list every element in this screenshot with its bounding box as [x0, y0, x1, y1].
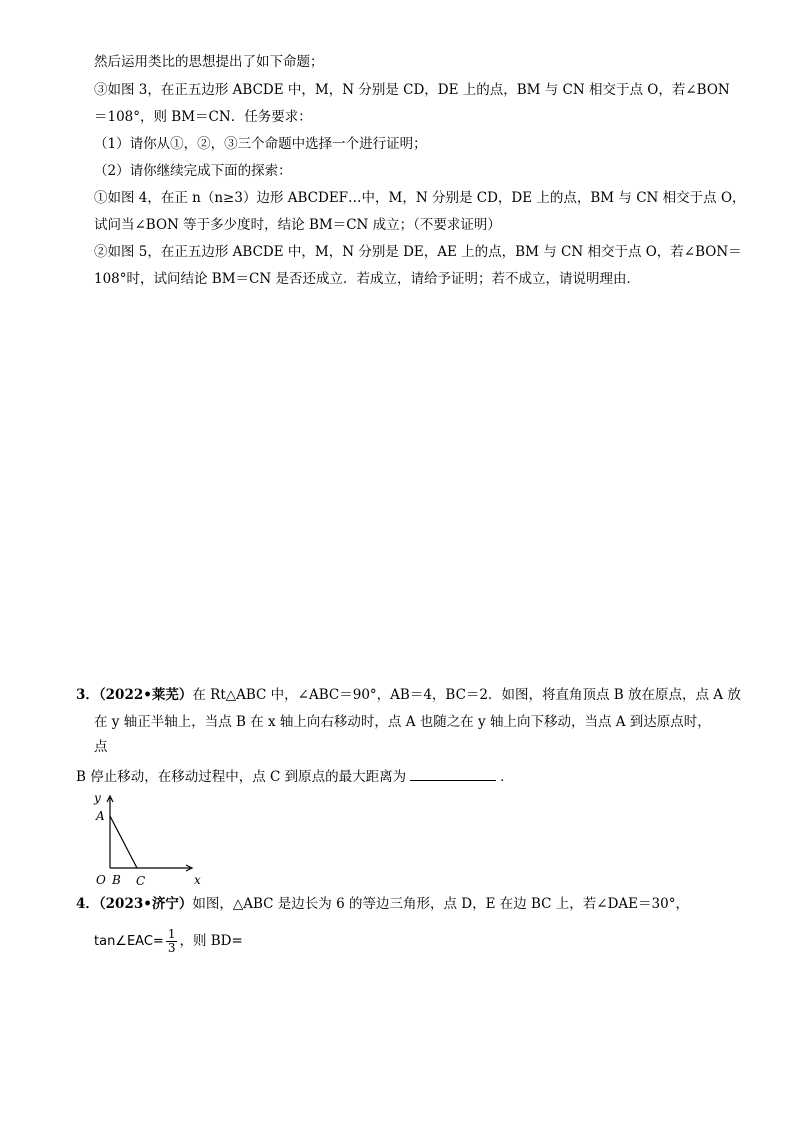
q4-source: （2023•济宁）	[98, 896, 193, 912]
q3-line-1	[76, 685, 741, 705]
q3-number: 3．	[76, 687, 99, 703]
text-line-6: ①如图 4，在正 n（n≥3）边形 ABCDEF…中，M，N 分别是 CD，DE 上的点，BM 与 CN 相交于点 O，	[94, 190, 746, 206]
label-b: B	[112, 873, 121, 887]
fraction-numerator: 1	[167, 927, 176, 941]
q3-source: （2022•莱芜）	[98, 687, 193, 703]
q3-text-1: 在 Rt△ABC 中，∠ABC＝90°，AB＝4，BC＝2．如图，将直角顶点 B 放在原点，点 A 放	[192, 687, 741, 703]
q3-figure	[90, 786, 210, 890]
answer-blank	[410, 766, 496, 781]
q3-text-4-end: ．	[500, 769, 514, 785]
q4-tan: tan∠EAC=	[94, 934, 164, 949]
q3-text-4: B 停止移动，在移动过程中，点 C 到原点的最大距离为	[76, 769, 407, 785]
text-line-9: 108°时，试问结论 BM＝CN 是否还成立．若成立，请给予证明；若不成立，请说明理由．	[94, 271, 640, 287]
segment-ac	[110, 816, 137, 868]
q4-line-1	[76, 894, 689, 914]
fraction-denominator: 3	[167, 941, 176, 955]
text-line-3: ＝108°，则 BM＝CN．任务要求：	[94, 109, 312, 125]
text-line-4: （1）请你从①，②，③三个命题中选择一个进行证明；	[94, 136, 427, 152]
q3-line-3: 点	[94, 739, 108, 755]
q4-text-1: 如图，△ABC 是边长为 6 的等边三角形，点 D，E 在边 BC 上，若∠DAE＝30°，	[192, 896, 689, 912]
label-x: x	[194, 873, 201, 887]
label-y: y	[94, 791, 101, 805]
q4-text-2: ，则 BD=	[179, 933, 243, 949]
text-line-8: ②如图 5，在正五边形 ABCDE 中，M，N 分别是 DE，AE 上的点，BM 与 CN 相交于点 O，若∠BON＝	[94, 244, 742, 260]
q4-number: 4．	[76, 896, 99, 912]
label-a: A	[96, 809, 105, 823]
q3-line-2: 在 y 轴正半轴上，当点 B 在 x 轴上向右移动时，点 A 也随之在 y 轴上向下移动，当点 A 到达原点时，	[94, 714, 711, 730]
text-line-7: 试问当∠BON 等于多少度时，结论 BM＝CN 成立；（不要求证明）	[94, 217, 501, 233]
label-c: C	[136, 874, 146, 888]
text-line-2: ③如图 3，在正五边形 ABCDE 中，M，N 分别是 CD，DE 上的点，BM 与 CN 相交于点 O，若∠BON	[94, 82, 730, 98]
text-line-5: （2）请你继续完成下面的探索：	[94, 163, 292, 179]
q4-line-2	[94, 928, 243, 955]
label-o: O	[96, 873, 106, 887]
q4-fraction	[166, 928, 178, 955]
text-line-1: 然后运用类比的思想提出了如下命题；	[94, 54, 324, 70]
q3-line-4	[76, 766, 514, 787]
